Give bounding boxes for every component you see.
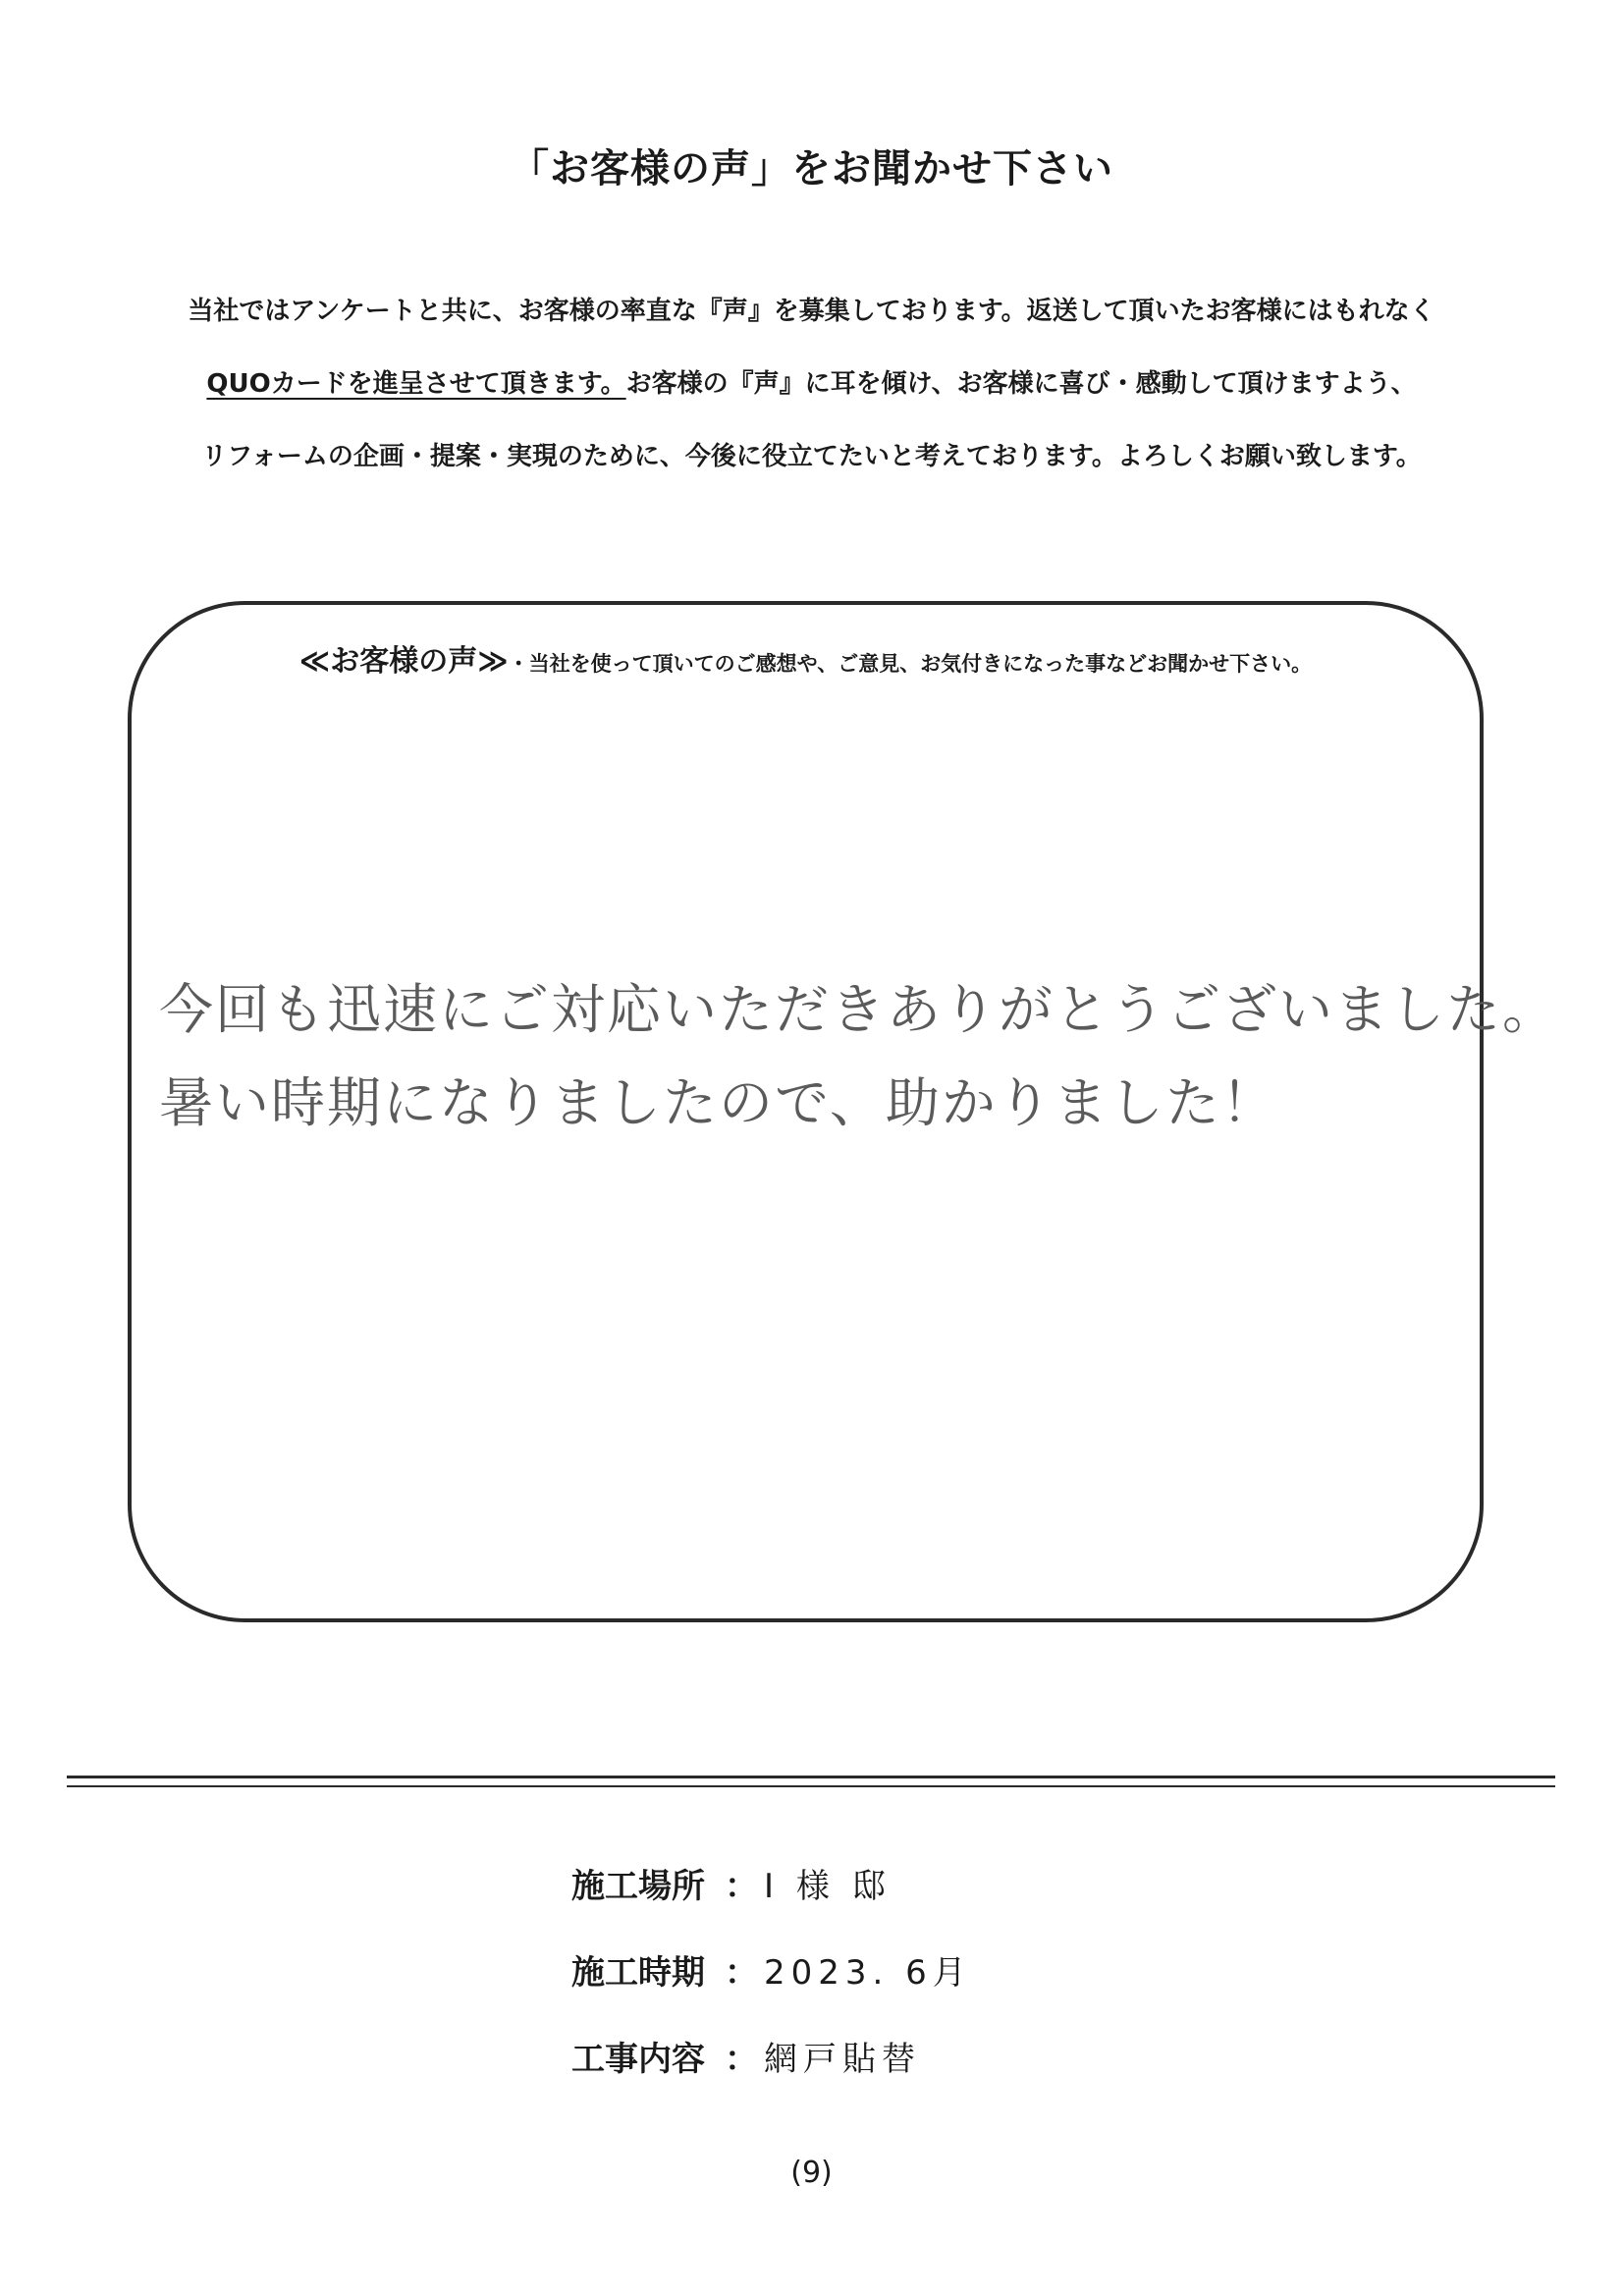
intro-text: [0, 287, 1623, 505]
detail-row-location: [571, 1862, 972, 1948]
location-value: I 様 邸: [764, 1867, 892, 1906]
handwritten-line-2: 暑い時期になりましたので、助かりました！: [159, 1071, 1277, 1134]
page-title: 「お客様の声」をお聞かせ下さい: [510, 146, 1113, 191]
quo-card-note: QUOカードを進呈させて頂きます。: [206, 369, 626, 399]
double-rule-top: [67, 1776, 1555, 1778]
period-label: 施工時期: [571, 1953, 705, 1993]
separator: ：: [725, 2040, 758, 2079]
intro-line-2: [0, 359, 1623, 432]
handwritten-line-1: 今回も迅速にご対応いただきありがとうございました。: [159, 978, 1559, 1041]
customer-voice-box: [128, 601, 1559, 1622]
intro-line-2-rest: お客様の『声』に耳を傾け、お客様に喜び・感動して頂けますよう、: [625, 369, 1417, 399]
intro-line-1: 当社ではアンケートと共に、お客様の率直な『声』を募集しております。返送して頂いたお客様にはもれなく: [188, 297, 1435, 326]
construction-details: [571, 1862, 972, 2121]
separator: ：: [725, 1953, 758, 1993]
double-rule-bottom: [67, 1785, 1555, 1787]
detail-row-work: [571, 2035, 972, 2121]
work-value: 網戸貼替: [764, 2040, 921, 2079]
voice-header: [132, 636, 1480, 680]
intro-line-3: リフォームの企画・提案・実現のために、今後に役立てたいと考えております。よろしくお願い致します。: [201, 442, 1422, 471]
separator: ：: [725, 1867, 758, 1906]
work-label: 工事内容: [571, 2040, 705, 2079]
period-value: 2023. 6月: [764, 1953, 972, 1993]
page-number: (9): [790, 2156, 833, 2190]
handwritten-comment: [159, 963, 1559, 1150]
location-label: 施工場所: [571, 1867, 705, 1906]
voice-prompt: ・当社を使って頂いてのご感想や、ご意見、お気付きになった事などお聞かせ下さい。: [508, 652, 1313, 676]
detail-row-period: [571, 1948, 972, 2035]
voice-label: ≪お客様の声≫: [298, 644, 509, 679]
